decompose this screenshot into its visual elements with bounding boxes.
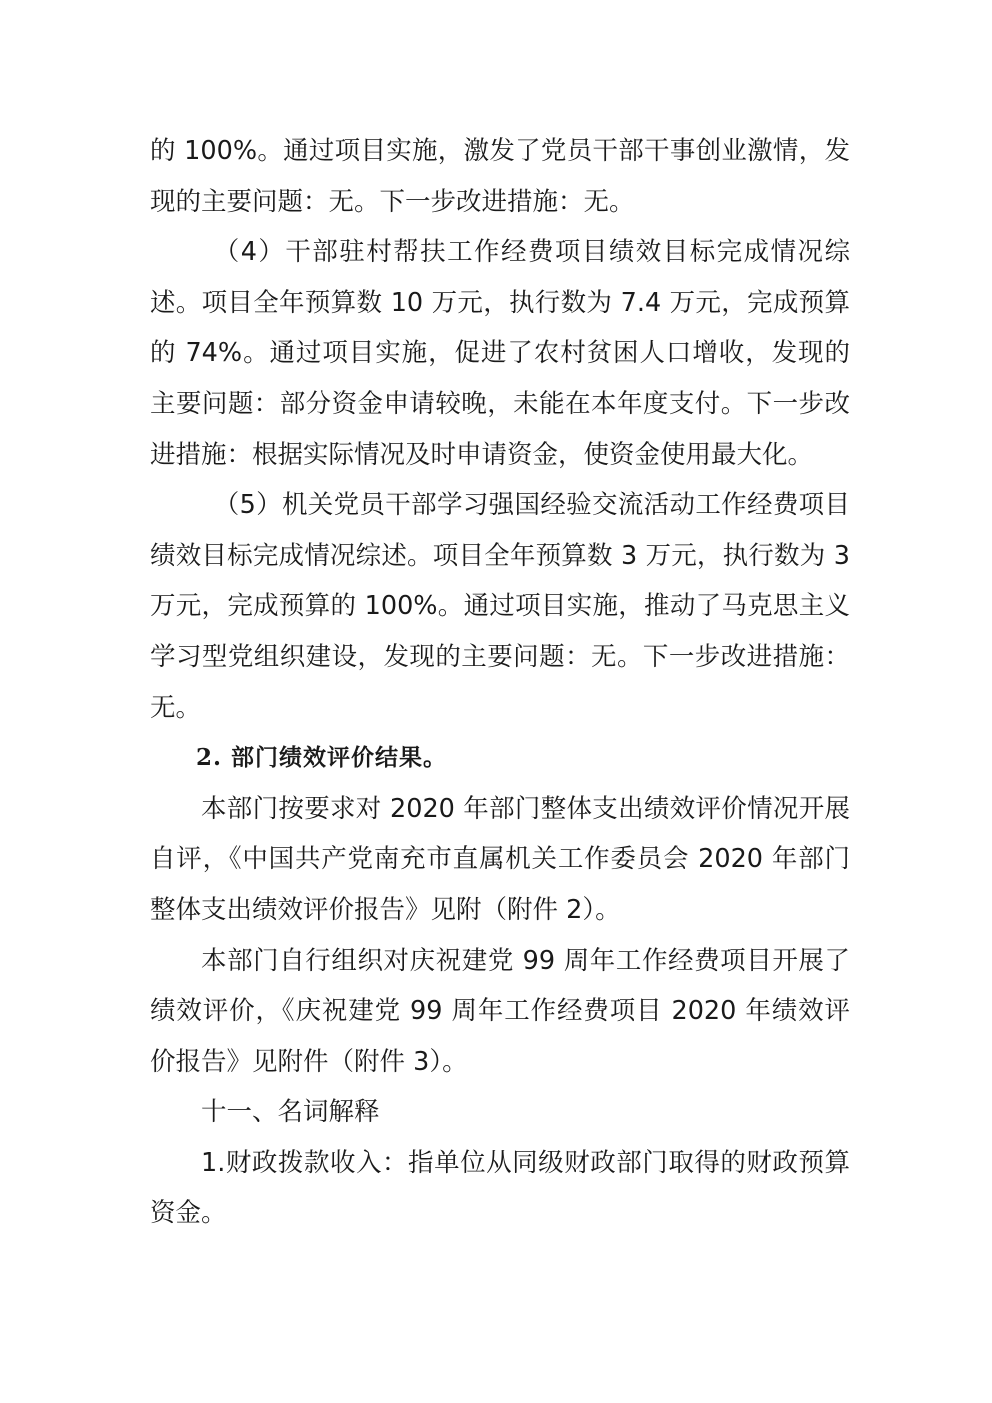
paragraph-project-evaluation: 本部门自行组织对庆祝建党 99 周年工作经费项目开展了绩效评价，《庆祝建党 99 周年工作经费项目 2020 年绩效评价报告》见附件（附件 3）。 bbox=[150, 945, 850, 1077]
paragraph-item-5: （5）机关党员干部学习强国经验交流活动工作经费项目绩效目标完成情况综述。项目全年预算数 3 万元，执行数为 3 万元，完成预算的 100%。通过项目实施，推动了马克思主义学习型党组织建设，发现的主要问题：无。下一步改进措施：无。 bbox=[150, 490, 850, 723]
section-heading-glossary: 十一、名词解释 bbox=[201, 1097, 380, 1128]
section-heading-performance-results: 2. 部门绩效评价结果。 bbox=[196, 744, 448, 772]
paragraph-self-evaluation: 本部门按要求对 2020 年部门整体支出绩效评价情况开展自评，《中国共产党南充市直属机关工作委员会 2020 年部门整体支出绩效评价报告》见附（附件 2）。 bbox=[150, 793, 850, 925]
paragraph-continuation: 的 100%。通过项目实施，激发了党员干部干事创业激情，发现的主要问题：无。下一步改进措施：无。 bbox=[150, 136, 850, 217]
paragraph-item-4: （4）干部驻村帮扶工作经费项目绩效目标完成情况综述。项目全年预算数 10 万元，执行数为 7.4 万元，完成预算的 74%。通过项目实施，促进了农村贫困人口增收，发现的主要问题：部分资金申请较晚，未能在本年度支付。下一步改进措施：根据实际情况及时申请资金，使资金使用最大化。 bbox=[150, 237, 850, 470]
paragraph-glossary-item-1: 1.财政拨款收入：指单位从同级财政部门取得的财政预算资金。 bbox=[150, 1147, 850, 1229]
document-body bbox=[150, 126, 850, 1239]
